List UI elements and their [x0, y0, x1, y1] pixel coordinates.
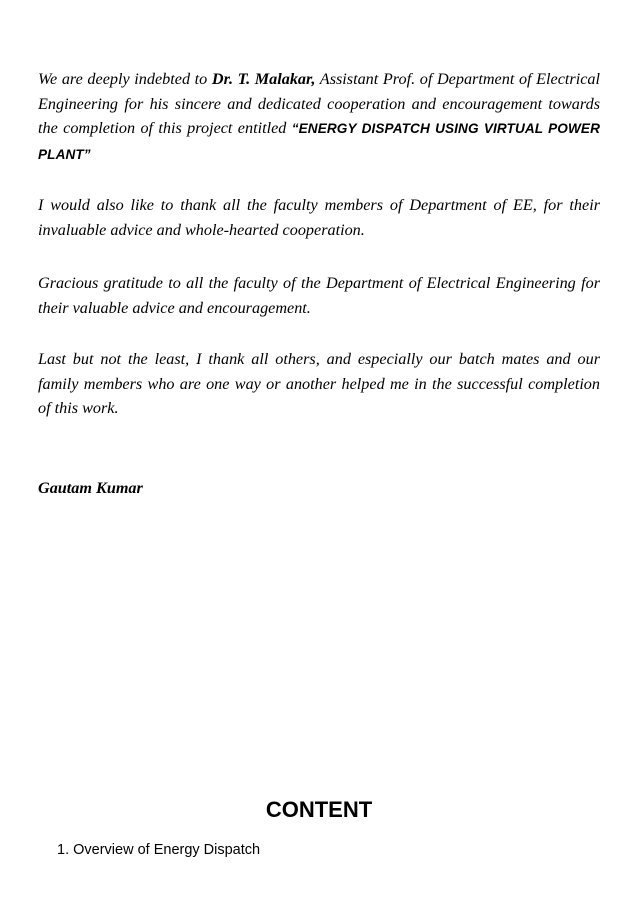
- acknowledgement-paragraph-1: [38, 67, 600, 167]
- toc-item-label: Overview of Energy Dispatch: [73, 842, 261, 858]
- content-heading: CONTENT: [265, 797, 373, 822]
- role-text: Assistant Prof. of Department of Electrical Engineering for his sincere and dedicated cooperation and encouragement towards the completion of this project entitled: [38, 70, 600, 137]
- signature-name: Gautam Kumar: [38, 479, 143, 497]
- professor-name: Dr. T. Malakar,: [211, 70, 316, 88]
- project-title: “ENERGY DISPATCH USING VIRTUAL POWER PLANT”: [38, 121, 600, 162]
- acknowledgement-paragraph-4: Last but not the least, I thank all others, and especially our batch mates and our family members who are one way or another helped me in the successful completion of this work.: [38, 350, 600, 417]
- acknowledgement-paragraph-2: I would also like to thank all the faculty members of Department of EE, for their invaluable advice and whole-hearted cooperation.: [38, 196, 600, 239]
- acknowledgement-paragraph-3: Gracious gratitude to all the faculty of the Department of Electrical Engineering for their valuable advice and encouragement.: [38, 274, 600, 317]
- toc-item-number: 1.: [57, 842, 70, 858]
- toc-item: [57, 839, 260, 861]
- intro-text: We are deeply indebted to: [38, 70, 212, 88]
